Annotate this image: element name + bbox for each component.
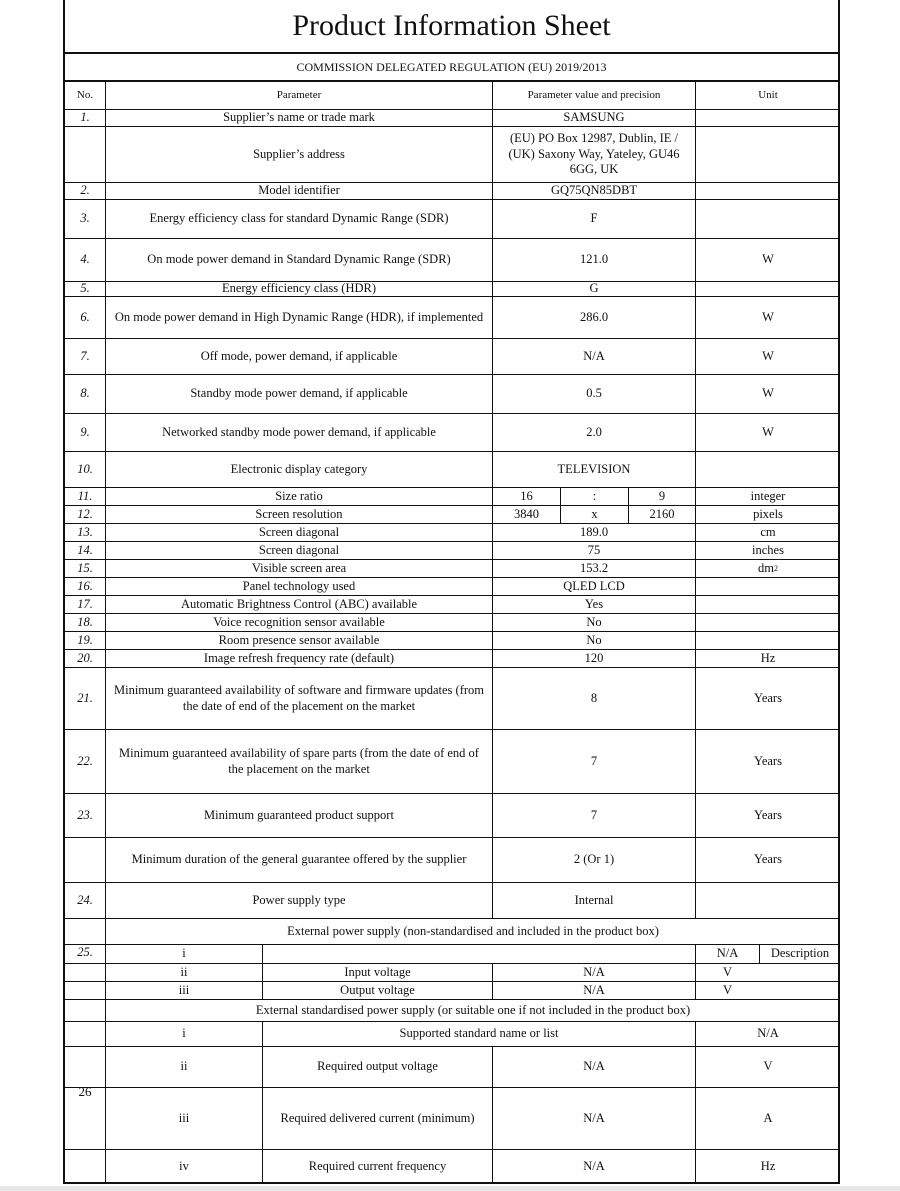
row-unit: Years [695,730,840,793]
table-row [65,452,838,488]
resolution-vertical: 2160 [628,506,695,523]
row-number: 11. [77,488,93,503]
row-parameter: Image refresh frequency rate (default) [105,650,492,667]
row-parameter: Voice recognition sensor available [105,614,492,631]
table-row [65,542,838,560]
row-number: 21. [77,690,93,705]
row-unit: W [695,375,840,413]
row-unit [695,578,840,595]
item-index: iii [105,1088,262,1149]
row-number: 12. [77,506,93,521]
row-value: 120 [492,650,695,667]
item-label: Required current frequency [262,1150,492,1184]
table-row [65,339,838,375]
row-parameter: Size ratio [105,488,492,505]
row-unit: Hz [695,650,840,667]
row-value: GQ75QN85DBT [492,183,695,199]
item-unit: A [695,1088,840,1149]
table-row-size-ratio [65,488,838,506]
table-row [65,127,838,183]
row-parameter: Minimum guaranteed availability of software and firmware updates (from the date of end of the placement on the market [105,668,492,729]
row-unit: dm 2 [695,560,840,577]
row-value: No [492,632,695,649]
row-number: 18. [77,614,93,629]
row-value: QLED LCD [492,578,695,595]
row-unit: inches [695,542,840,559]
row-parameter: Minimum guaranteed product support [105,794,492,837]
standard-psu-heading: External standardised power supply (or suitable one if not included in the product box) [105,1000,840,1021]
external-psu-item [65,964,838,982]
row-parameter: Minimum duration of the general guarantee offered by the supplier [105,838,492,882]
row-parameter: Supplier’s name or trade mark [105,110,492,126]
row-number: 5. [80,281,90,296]
row-parameter: Power supply type [105,883,492,918]
row-parameter: On mode power demand in High Dynamic Range (HDR), if implemented [105,297,492,338]
table-row [65,239,838,282]
row-unit: W [695,297,840,338]
table-row [65,524,838,542]
row-unit: cm [695,524,840,541]
row-parameter: Standby mode power demand, if applicable [105,375,492,413]
row-value: Yes [492,596,695,613]
row-number: 17. [77,596,93,611]
table-row [65,110,838,127]
row-parameter: Automatic Brightness Control (ABC) available [105,596,492,613]
standard-psu-item [65,1047,838,1088]
row-parameter: Screen diagonal [105,542,492,559]
row-number: 7. [80,348,90,363]
row-unit: Years [695,668,840,729]
header-parameter: Parameter [105,82,492,109]
resolution-horizontal: 3840 [492,506,560,523]
item-label: Output voltage [262,982,492,999]
table-row [65,578,838,596]
row-unit [695,282,840,296]
row-unit [695,596,840,613]
header-value: Parameter value and precision [492,82,695,109]
item-value: N/A [492,1150,695,1184]
row-number: 25. [77,945,93,960]
row-number: 23. [77,807,93,822]
external-psu-heading: External power supply (non-standardised and included in the product box) [105,919,840,944]
item-label: Supported standard name or list [262,1022,695,1046]
row-number: 9. [80,424,90,439]
row-unit [695,614,840,631]
ratio-separator: : [560,488,628,505]
row-value: 153.2 [492,560,695,577]
row-value: 121.0 [492,239,695,281]
row-parameter: On mode power demand in Standard Dynamic Range (SDR) [105,239,492,281]
item-label: Required delivered current (minimum) [262,1088,492,1149]
row-value: 7 [492,730,695,793]
row-number: 22. [77,753,93,768]
row-number: 16. [77,578,93,593]
row-number: 26 [78,1084,92,1099]
row-unit: Years [695,838,840,882]
row-unit [695,127,840,182]
row-value: 2 (Or 1) [492,838,695,882]
table-row [65,730,838,794]
row-value: TELEVISION [492,452,695,487]
ratio-height: 9 [628,488,695,505]
row-value: F [492,200,695,238]
row-number: 4. [80,252,90,267]
product-information-sheet [63,0,840,1184]
row-value: 0.5 [492,375,695,413]
item-description: Description [759,945,840,963]
row-unit [695,200,840,238]
row-value: 75 [492,542,695,559]
row-number: 24. [77,892,93,907]
item-unit: N/A [695,945,759,963]
table-row [65,668,838,730]
row-value: N/A [492,339,695,374]
standard-psu-item [65,1022,838,1047]
item-value: N/A [492,1088,695,1149]
row-parameter: Model identifier [105,183,492,199]
row-parameter: Energy efficiency class for standard Dynamic Range (SDR) [105,200,492,238]
table-row [65,375,838,414]
item-value: N/A [492,982,695,999]
row-number: 6. [80,309,90,324]
row-parameter: Electronic display category [105,452,492,487]
row-parameter: Room presence sensor available [105,632,492,649]
item-index: ii [105,1047,262,1087]
row-unit: integer [695,488,840,505]
row-value: 7 [492,794,695,837]
unit-superscript: 2 [773,563,778,573]
table-row-resolution [65,506,838,524]
row-parameter: Networked standby mode power demand, if applicable [105,414,492,451]
row-unit [695,110,840,126]
table-row [65,614,838,632]
row-parameter: Screen diagonal [105,524,492,541]
row-unit: W [695,239,840,281]
header-no: No. [76,88,94,101]
item-value: N/A [492,964,695,981]
regulation-reference: COMMISSION DELEGATED REGULATION (EU) 2019/2013 [65,54,838,82]
row-number [65,838,105,882]
row-parameter: Supplier’s address [105,127,492,182]
table-row [65,183,838,200]
item-unit: Hz [695,1150,840,1184]
row-number: 2. [80,183,90,198]
row-unit: pixels [695,506,840,523]
table-header [65,82,838,110]
item-value: N/A [492,1047,695,1087]
table-row [65,200,838,239]
row-parameter: Minimum guaranteed availability of spare parts (from the date of end of the placement on the market [105,730,492,793]
row-value: No [492,614,695,631]
header-unit: Unit [695,82,840,109]
row-value: 286.0 [492,297,695,338]
item-index: iv [105,1150,262,1184]
item-label: Required output voltage [262,1047,492,1087]
item-label [262,945,695,963]
table-row [65,596,838,614]
page-bottom-edge [0,1186,900,1191]
row-number: 13. [77,524,93,539]
table-row [65,282,838,297]
standard-psu-heading-row [65,1000,838,1022]
row-number: 10. [77,461,93,476]
row-value: 2.0 [492,414,695,451]
row-parameter: Panel technology used [105,578,492,595]
row-number: 3. [80,211,90,226]
row-unit [695,452,840,487]
table-row [65,838,838,883]
item-unit: N/A [695,1022,840,1046]
item-unit: V [695,964,759,981]
row-unit: Years [695,794,840,837]
item-index: ii [105,964,262,981]
table-row [65,297,838,339]
table-row [65,650,838,668]
row-number: 20. [77,650,93,665]
row-number: 14. [77,542,93,557]
row-number [65,127,105,182]
standard-psu-item [65,1088,838,1150]
resolution-separator: x [560,506,628,523]
table-row [65,414,838,452]
item-index: i [105,1022,262,1046]
table-row [65,883,838,919]
item-unit: V [695,982,759,999]
row-value: 189.0 [492,524,695,541]
row-unit [695,883,840,918]
row-parameter: Off mode, power demand, if applicable [105,339,492,374]
row-unit: W [695,339,840,374]
row-parameter: Visible screen area [105,560,492,577]
row-value: 8 [492,668,695,729]
standard-psu-item [65,1150,838,1184]
row-value: Internal [492,883,695,918]
external-psu-item [65,982,838,1000]
row-unit [695,183,840,199]
table-row [65,560,838,578]
row-value: (EU) PO Box 12987, Dublin, IE / (UK) Saxony Way, Yateley, GU46 6GG, UK [492,127,695,182]
row-unit: W [695,414,840,451]
item-index: i [105,945,262,963]
row-value: G [492,282,695,296]
table-row [65,632,838,650]
ratio-width: 16 [492,488,560,505]
row-unit [695,632,840,649]
page-title: Product Information Sheet [65,0,838,54]
row-number: 1. [80,110,90,125]
item-index: iii [105,982,262,999]
row-parameter: Screen resolution [105,506,492,523]
item-label: Input voltage [262,964,492,981]
external-psu-item [65,945,838,964]
row-number: 8. [80,386,90,401]
row-value: SAMSUNG [492,110,695,126]
table-row [65,794,838,838]
item-unit: V [695,1047,840,1087]
row-number: 15. [77,560,93,575]
row-parameter: Energy efficiency class (HDR) [105,282,492,296]
row-number: 19. [77,632,93,647]
